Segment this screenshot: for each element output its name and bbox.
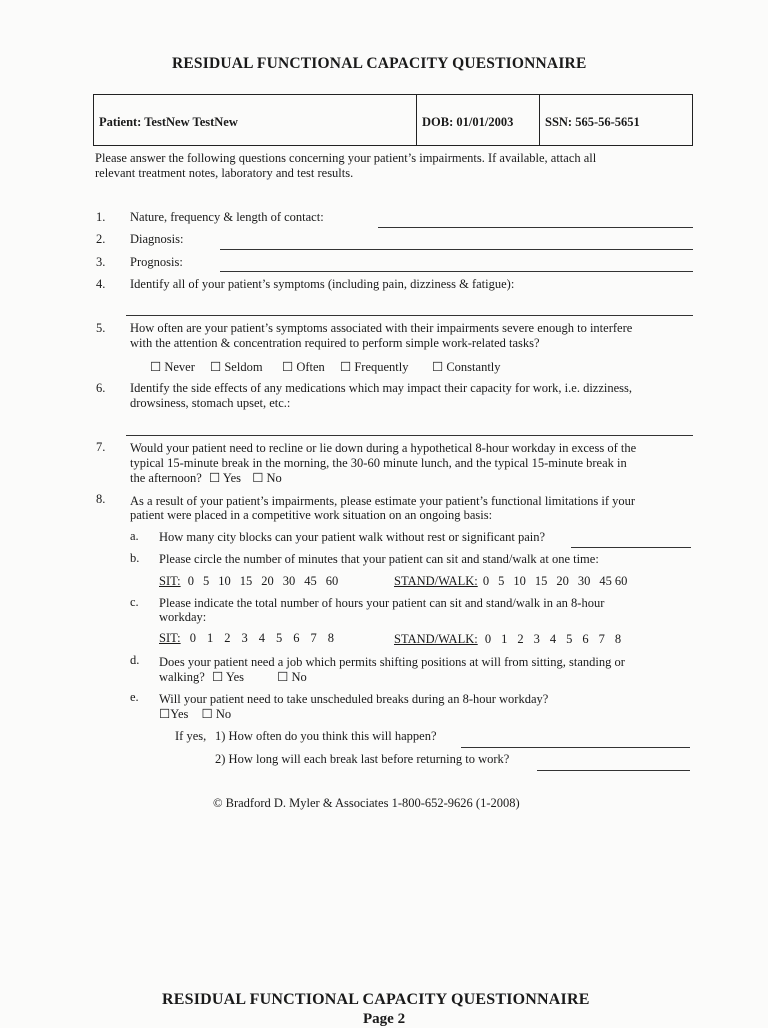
q7-line-2: typical 15-minute break in the morning, the 30-60 minute lunch, and the typical 15-minute break in [130, 456, 627, 470]
q8e-letter: e. [130, 690, 139, 704]
patient-ssn: SSN: 565-56-5651 [545, 115, 640, 129]
hour-option[interactable]: 5 [275, 631, 283, 645]
q7-line-3: the afternoon? ☐ Yes ☐ No [130, 471, 282, 485]
q5-option-often[interactable]: ☐ Often [282, 360, 325, 374]
q8c-sit-row [159, 631, 343, 646]
minute-option[interactable]: 45 [304, 574, 317, 588]
q2-answer-line[interactable] [220, 249, 693, 250]
q8e-sub1: 1) How often do you think this will happen? [215, 729, 437, 743]
q8e-sub2-answer-line[interactable] [537, 770, 690, 771]
q3-answer-line[interactable] [220, 271, 693, 272]
q4-number: 4. [96, 277, 106, 291]
hour-option[interactable]: 0 [484, 632, 492, 646]
checkbox-icon: ☐ [208, 471, 221, 485]
hour-option[interactable]: 8 [614, 632, 622, 646]
q8d-letter: d. [130, 653, 140, 667]
minute-option[interactable]: 20 [556, 574, 569, 588]
q6-line-2: drowsiness, stomach upset, etc.: [130, 396, 291, 410]
minute-option[interactable]: 10 [218, 574, 231, 588]
q8b-sit-label: SIT: [159, 574, 181, 588]
q8e-options [159, 706, 231, 722]
q2-text: Diagnosis: [130, 232, 184, 246]
hour-option[interactable]: 7 [310, 631, 317, 645]
minute-option[interactable]: 45 [599, 574, 612, 588]
checkbox-icon: ☐ [201, 707, 213, 721]
q3-text: Prognosis: [130, 255, 183, 269]
minute-option[interactable]: 10 [513, 574, 526, 588]
q8e-sub1-answer-line[interactable] [461, 747, 690, 748]
q8c-line-2: workday: [159, 610, 207, 624]
hour-option[interactable]: 8 [327, 631, 334, 645]
q2-number: 2. [96, 232, 106, 246]
hour-option[interactable]: 2 [517, 632, 524, 646]
hour-option[interactable]: 3 [241, 631, 248, 645]
q6-number: 6. [96, 381, 106, 395]
q4-text: Identify all of your patient’s symptoms (including pain, dizziness & fatigue): [130, 277, 515, 291]
patient-info-box [93, 94, 693, 146]
q5-option-never[interactable]: ☐ Never [150, 360, 195, 374]
q4-answer-line[interactable] [126, 315, 693, 316]
checkbox-icon: ☐ [282, 360, 294, 374]
q8b-sit-row [159, 574, 347, 589]
hour-option[interactable]: 1 [206, 631, 214, 645]
hour-option[interactable]: 1 [501, 632, 508, 646]
q7-no-option[interactable]: ☐ No [252, 471, 282, 485]
minute-option[interactable]: 60 [325, 574, 339, 588]
hour-option[interactable]: 4 [549, 632, 557, 646]
q5-number: 5. [96, 321, 106, 335]
checkbox-icon: ☐ [340, 360, 352, 374]
q1-answer-line[interactable] [378, 227, 693, 228]
q8-number: 8. [96, 492, 106, 506]
intro-line-2: relevant treatment notes, laboratory and test results. [95, 166, 354, 180]
copyright-notice: © Bradford D. Myler & Associates 1-800-652-9626 (1-2008) [213, 796, 520, 810]
q5-option-constantly[interactable]: ☐ Constantly [432, 360, 501, 374]
q8-line-2: patient were placed in a competitive work situation on an ongoing basis: [130, 508, 493, 522]
q8a-letter: a. [130, 529, 139, 543]
hour-option[interactable]: 7 [598, 632, 605, 646]
q8e-ifyes-label: If yes, [175, 729, 207, 743]
q8-line-1: As a result of your patient’s impairments, please estimate your patient’s functional limitations if your [130, 494, 636, 508]
minute-option[interactable]: 0 [482, 574, 490, 588]
q8a-text: How many city blocks can your patient walk without rest or significant pain? [159, 530, 546, 544]
q8c-sit-label: SIT: [159, 631, 181, 645]
q7-line-1: Would your patient need to recline or lie down during a hypothetical 8-hour workday in excess of the [130, 441, 637, 455]
hour-option[interactable]: 5 [566, 632, 573, 646]
minute-option[interactable]: 15 [534, 574, 548, 588]
hour-option[interactable]: 6 [293, 631, 300, 645]
minute-option[interactable]: 15 [239, 574, 253, 588]
q8d-yes-option[interactable]: ☐ Yes [211, 670, 245, 684]
q6-line-1: Identify the side effects of any medications which may impact their capacity for work, i.e. dizziness, [130, 381, 633, 395]
hour-option[interactable]: 6 [582, 632, 589, 646]
minute-option[interactable]: 30 [577, 574, 591, 588]
q8a-answer-line[interactable] [571, 547, 691, 548]
page2-label: Page 2 [363, 1011, 406, 1027]
checkbox-icon: ☐ [277, 670, 289, 684]
q7-yes-option[interactable]: ☐ Yes [208, 471, 242, 485]
page2-title: RESIDUAL FUNCTIONAL CAPACITY QUESTIONNAIRE [162, 991, 590, 1008]
minute-option[interactable]: 5 [498, 574, 505, 588]
minute-option[interactable]: 60 [614, 574, 628, 588]
checkbox-icon: ☐ [159, 707, 171, 721]
q8e-text: Will your patient need to take unscheduled breaks during an 8-hour workday? [159, 692, 549, 706]
q8e-no-option[interactable]: ☐ No [201, 707, 232, 721]
q8c-line-1: Please indicate the total number of hours your patient can sit and stand/walk in an 8-hour [159, 596, 605, 610]
hour-option[interactable]: 3 [533, 632, 540, 646]
q8c-standwalk-label: STAND/WALK: [394, 632, 478, 646]
page-title: RESIDUAL FUNCTIONAL CAPACITY QUESTIONNAIRE [172, 55, 587, 72]
patient-name: Patient: TestNew TestNew [94, 95, 417, 145]
q5-line-1: How often are your patient’s symptoms associated with their impairments severe enough to interfere [130, 321, 633, 335]
q3-number: 3. [96, 255, 106, 269]
checkbox-icon: ☐ [211, 670, 224, 684]
minute-option[interactable]: 5 [202, 574, 210, 588]
q7-number: 7. [96, 440, 106, 454]
q8d-line-2: walking? ☐ Yes ☐ No [159, 670, 307, 684]
q5-option-frequently[interactable]: ☐ Frequently [340, 360, 409, 374]
q8e-sub2: 2) How long will each break last before returning to work? [215, 752, 510, 766]
q8c-standwalk-row [394, 632, 630, 647]
q6-answer-line[interactable] [126, 435, 693, 436]
checkbox-icon: ☐ [432, 360, 444, 374]
minute-option[interactable]: 30 [282, 574, 296, 588]
q5-option-seldom[interactable]: ☐ Seldom [210, 360, 263, 374]
q8e-yes-option[interactable]: ☐Yes [159, 707, 189, 721]
q5-line-2: with the attention & concentration required to perform simple work-related tasks? [130, 336, 540, 350]
hour-option[interactable]: 4 [258, 631, 265, 645]
hour-option[interactable]: 2 [224, 631, 231, 645]
q8d-line-1: Does your patient need a job which permits shifting positions at will from sitting, standing or [159, 655, 625, 669]
checkbox-icon: ☐ [210, 360, 222, 374]
minute-option[interactable]: 20 [261, 574, 274, 588]
intro-line-1: Please answer the following questions concerning your patient’s impairments. If available, attach all [95, 151, 597, 165]
checkbox-icon: ☐ [252, 471, 264, 485]
checkbox-icon: ☐ [150, 360, 162, 374]
patient-dob: DOB: 01/01/2003 [417, 95, 540, 145]
q1-text: Nature, frequency & length of contact: [130, 210, 324, 224]
q8c-letter: c. [130, 595, 139, 609]
q1-number: 1. [96, 210, 106, 224]
q8b-letter: b. [130, 551, 140, 565]
q8b-text: Please circle the number of minutes that your patient can sit and stand/walk at one time: [159, 552, 599, 566]
q8b-standwalk-label: STAND/WALK: [394, 574, 478, 588]
q8b-standwalk-row [394, 574, 636, 589]
q8d-no-option[interactable]: ☐ No [277, 670, 307, 684]
minute-option[interactable]: 0 [187, 574, 194, 588]
hour-option[interactable]: 0 [189, 631, 196, 645]
